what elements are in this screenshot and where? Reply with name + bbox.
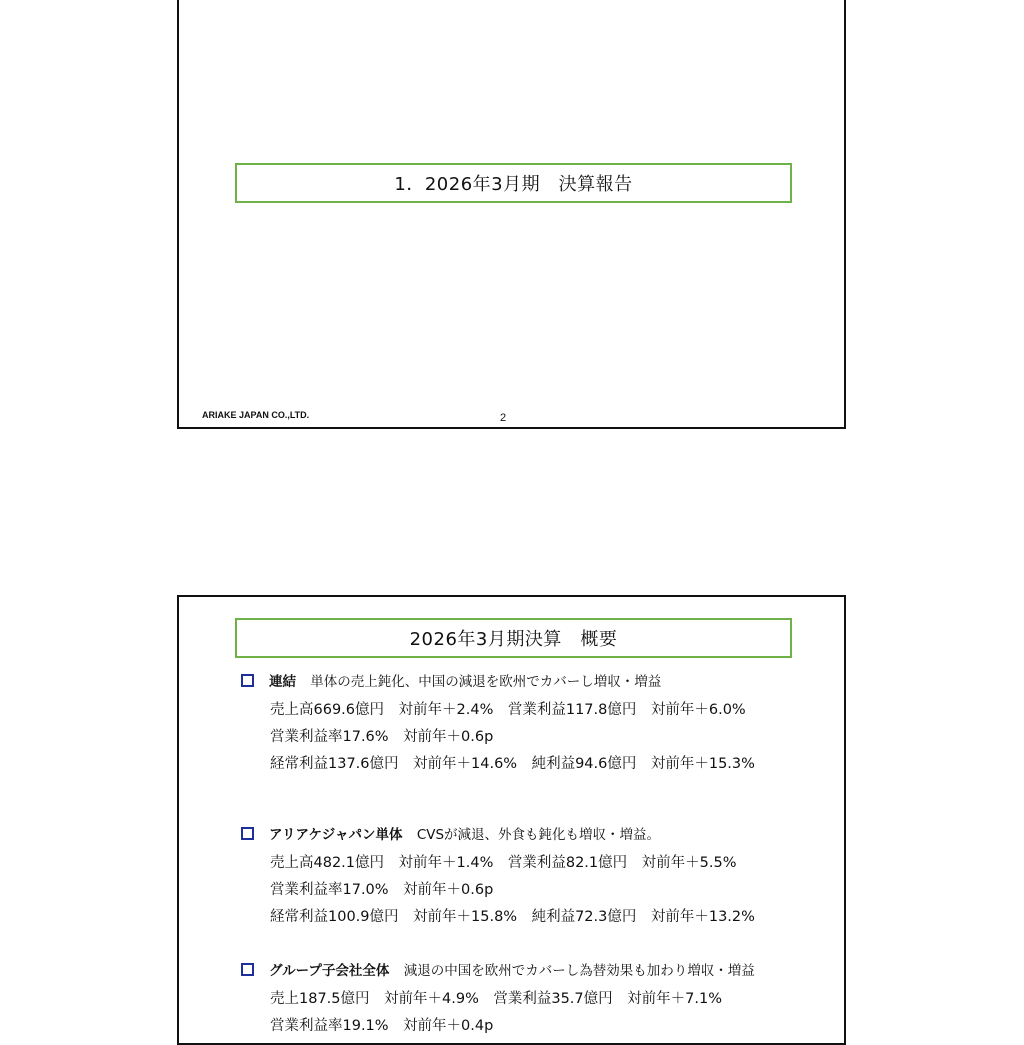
result-line: 売上187.5億円 対前年＋4.9% 営業利益35.7億円 対前年＋7.1% — [270, 991, 722, 1007]
summary-title-text: 2026年3月期決算 概要 — [409, 629, 618, 650]
section-summary: CVSが減退、外食も鈍化も増収・増益。 — [416, 827, 661, 843]
square-bullet-icon — [241, 963, 254, 976]
summary-title — [235, 618, 792, 658]
result-line: 売上高669.6億円 対前年＋2.4% 営業利益117.8億円 対前年＋6.0% — [270, 702, 746, 718]
result-line: 営業利益率17.6% 対前年＋0.6p — [270, 729, 494, 745]
slide-2-page — [177, 0, 846, 429]
section-title-text: 1．2026年3月期 決算報告 — [394, 174, 633, 195]
section-label: アリアケジャパン単体 — [269, 827, 403, 843]
result-line: 営業利益率17.0% 対前年＋0.6p — [270, 882, 494, 898]
summary-slide — [177, 595, 846, 1045]
company-footer: ARIAKE JAPAN CO.,LTD. — [202, 410, 310, 420]
section-summary: 単体の売上鈍化、中国の減退を欧州でカバーし増収・増益 — [310, 674, 662, 690]
section-label: 連結 — [269, 674, 296, 690]
result-line: 経常利益100.9億円 対前年＋15.8% 純利益72.3億円 対前年＋13.2% — [270, 909, 755, 925]
section-standalone — [241, 823, 831, 931]
section-label: グループ子会社全体 — [269, 963, 390, 979]
result-line: 経常利益137.6億円 対前年＋14.6% 純利益94.6億円 対前年＋15.3% — [270, 756, 755, 772]
page-number: 2 — [500, 412, 507, 424]
section-header — [241, 823, 831, 843]
section-header — [241, 959, 831, 979]
section-title — [235, 163, 792, 203]
result-line: 営業利益率19.1% 対前年＋0.4p — [270, 1018, 494, 1034]
square-bullet-icon — [241, 674, 254, 687]
section-summary: 減退の中国を欧州でカバーし為替効果も加わり増収・増益 — [403, 963, 755, 979]
section-subsidiaries — [241, 959, 831, 1040]
section-header — [241, 670, 831, 690]
section-consolidated — [241, 670, 831, 778]
square-bullet-icon — [241, 827, 254, 840]
result-line: 売上高482.1億円 対前年＋1.4% 営業利益82.1億円 対前年＋5.5% — [270, 855, 737, 871]
